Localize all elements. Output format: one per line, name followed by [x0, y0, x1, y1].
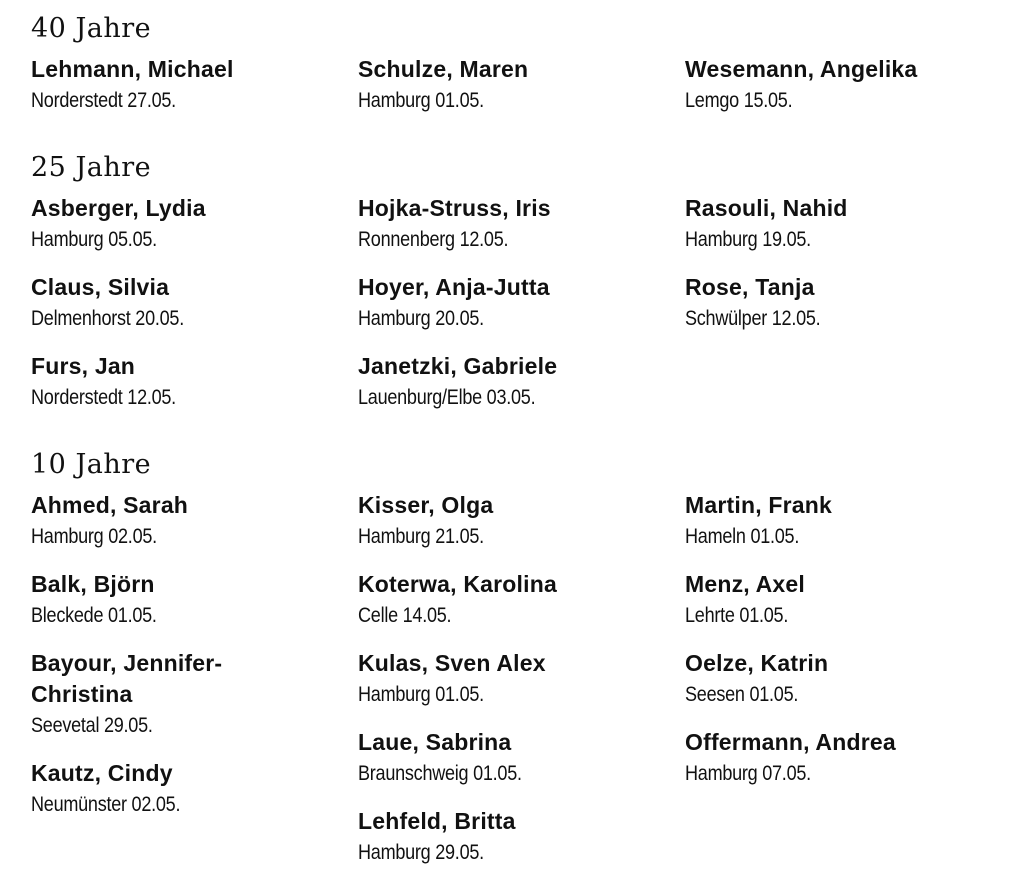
person-name: Rasouli, Nahid: [685, 195, 848, 221]
place-date: Norderstedt 12.05.: [31, 386, 176, 409]
person-name: Laue, Sabrina: [358, 729, 512, 755]
person-name: Hojka-Struss, Iris: [358, 195, 551, 221]
list-item: [358, 54, 685, 117]
list-item: [31, 193, 358, 256]
list-item: [358, 806, 685, 869]
person-name: Lehmann, Michael: [31, 56, 234, 82]
place-date: Hamburg 19.05.: [685, 228, 811, 251]
person-name: Offermann, Andrea: [685, 729, 896, 755]
place-date: Schwülper 12.05.: [685, 307, 821, 330]
place-date: Hamburg 02.05.: [31, 525, 157, 548]
person-name: Claus, Silvia: [31, 274, 170, 300]
person-name: Rose, Tanja: [685, 274, 815, 300]
column-3: [685, 490, 1012, 869]
place-date: Norderstedt 27.05.: [31, 89, 176, 112]
person-name: Kautz, Cindy: [31, 760, 173, 786]
list-item: [358, 490, 685, 553]
section-columns: [31, 490, 1001, 869]
column-1: [31, 490, 358, 869]
list-item: [685, 569, 1012, 632]
place-date: Seevetal 29.05.: [31, 714, 153, 737]
list-item: [358, 351, 685, 414]
place-date: Hamburg 21.05.: [358, 525, 484, 548]
place-date: Hamburg 29.05.: [358, 841, 484, 864]
place-date: Hamburg 01.05.: [358, 89, 484, 112]
section-25-jahre: [31, 153, 1001, 414]
section-columns: [31, 54, 1001, 117]
person-name: Janetzki, Gabriele: [358, 353, 558, 379]
place-date: Neumünster 02.05.: [31, 793, 181, 816]
section-columns: [31, 193, 1001, 414]
person-name: Oelze, Katrin: [685, 650, 829, 676]
place-date: Seesen 01.05.: [685, 683, 799, 706]
person-name: Asberger, Lydia: [31, 195, 206, 221]
list-item: [358, 648, 685, 711]
place-date: Bleckede 01.05.: [31, 604, 157, 627]
list-item: [31, 272, 358, 335]
person-name: Balk, Björn: [31, 571, 155, 597]
person-name: Bayour, Jennifer-Christina: [31, 650, 223, 707]
person-name: Ahmed, Sarah: [31, 492, 189, 518]
person-name: Lehfeld, Britta: [358, 808, 516, 834]
list-item: [358, 727, 685, 790]
person-name: Hoyer, Anja-Jutta: [358, 274, 550, 300]
list-item: [31, 351, 358, 414]
person-name: Kulas, Sven Alex: [358, 650, 546, 676]
person-name: Schulze, Maren: [358, 56, 529, 82]
section-title: 40 Jahre: [31, 13, 152, 44]
column-2: [358, 193, 685, 414]
column-1: [31, 54, 358, 117]
list-item: [685, 272, 1012, 335]
place-date: Hameln 01.05.: [685, 525, 800, 548]
list-item: [685, 727, 1012, 790]
list-item: [31, 54, 358, 117]
person-name: Kisser, Olga: [358, 492, 494, 518]
place-date: Braunschweig 01.05.: [358, 762, 522, 785]
section-title: 10 Jahre: [31, 449, 152, 480]
person-name: Martin, Frank: [685, 492, 833, 518]
list-item: [685, 490, 1012, 553]
list-item: [31, 648, 358, 742]
list-item: [358, 272, 685, 335]
place-date: Ronnenberg 12.05.: [358, 228, 509, 251]
list-item: [358, 193, 685, 256]
section-40-jahre: [31, 14, 1001, 117]
section-10-jahre: [31, 450, 1001, 869]
section-title: 25 Jahre: [31, 152, 152, 183]
person-name: Furs, Jan: [31, 353, 136, 379]
column-2: [358, 490, 685, 869]
column-3: [685, 54, 1012, 117]
list-item: [31, 758, 358, 821]
list-item: [685, 54, 1012, 117]
list-item: [685, 193, 1012, 256]
column-2: [358, 54, 685, 117]
place-date: Hamburg 01.05.: [358, 683, 484, 706]
person-name: Koterwa, Karolina: [358, 571, 557, 597]
person-name: Menz, Axel: [685, 571, 806, 597]
list-item: [358, 569, 685, 632]
list-item: [31, 490, 358, 553]
place-date: Lehrte 01.05.: [685, 604, 789, 627]
person-name: Wesemann, Angelika: [685, 56, 918, 82]
list-item: [31, 569, 358, 632]
place-date: Hamburg 07.05.: [685, 762, 811, 785]
place-date: Delmenhorst 20.05.: [31, 307, 184, 330]
place-date: Hamburg 05.05.: [31, 228, 157, 251]
place-date: Hamburg 20.05.: [358, 307, 484, 330]
place-date: Lemgo 15.05.: [685, 89, 793, 112]
column-1: [31, 193, 358, 414]
place-date: Celle 14.05.: [358, 604, 452, 627]
list-item: [685, 648, 1012, 711]
place-date: Lauenburg/Elbe 03.05.: [358, 386, 536, 409]
column-3: [685, 193, 1012, 414]
